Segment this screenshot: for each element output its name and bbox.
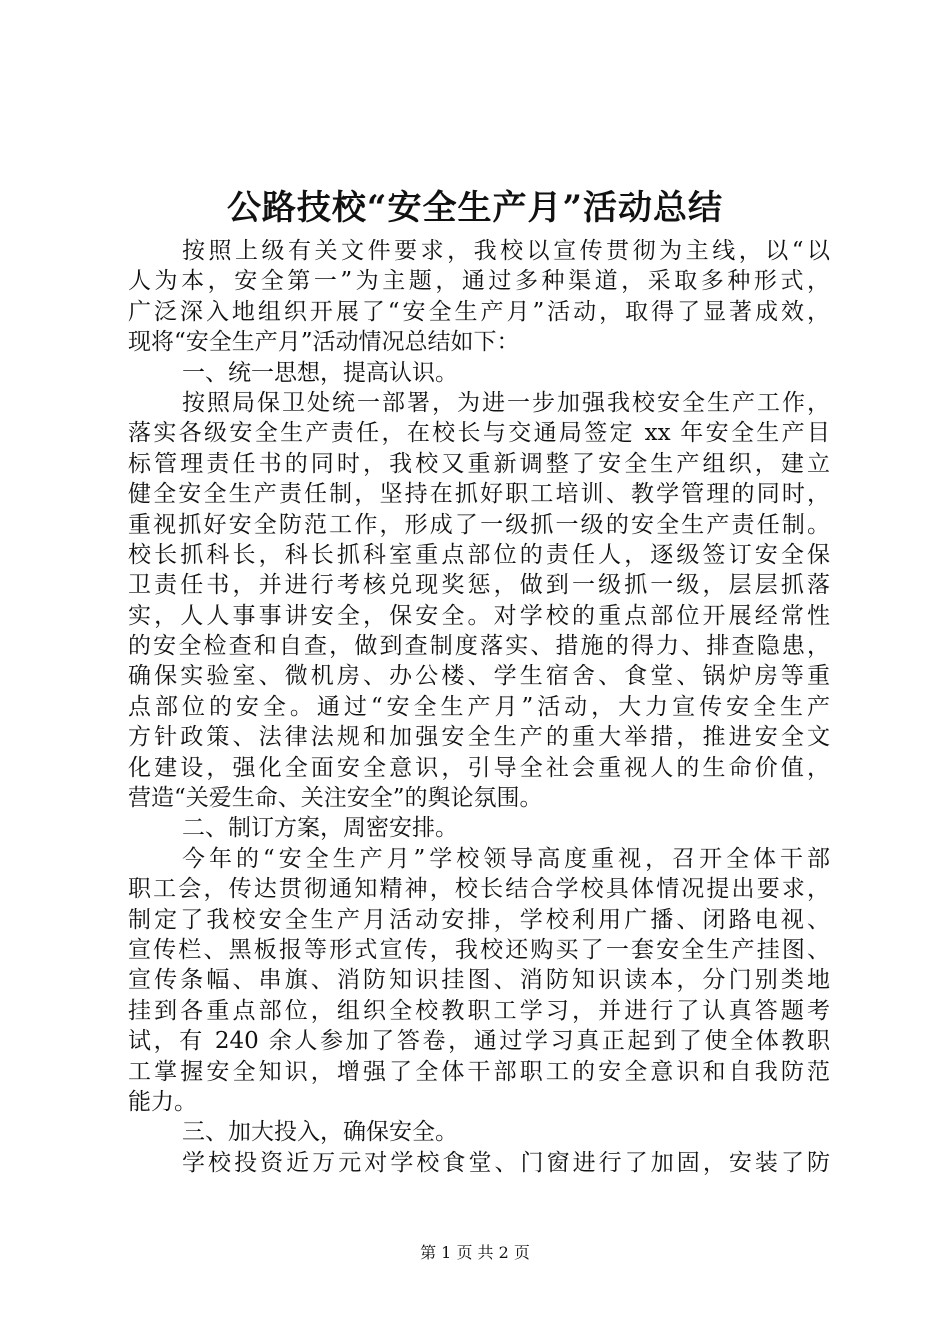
paragraph-line: 人为本，安全第一”为主题，通过多种渠道，采取多种形式， [128, 268, 830, 295]
paragraph-line: 的安全检查和自查，做到查制度落实、措施的得力、排查隐患， [128, 633, 830, 660]
paragraph-line: 重视抓好安全防范工作，形成了一级抓一级的安全生产责任制。 [128, 511, 830, 538]
paragraph-line: 校长抓科长，科长抓科室重点部位的责任人，逐级签订安全保 [128, 541, 830, 568]
section-heading: 一、统一思想，提高认识。 [182, 359, 458, 386]
document-body [128, 236, 830, 1178]
paragraph-line: 制定了我校安全生产月活动安排，学校利用广播、闭路电视、 [128, 906, 830, 933]
paragraph-line: 职工会，传达贯彻通知精神，校长结合学校具体情况提出要求， [128, 876, 830, 903]
paragraph-line: 能力。 [128, 1088, 197, 1115]
section-heading: 二、制订方案，周密安排。 [182, 815, 458, 842]
paragraph-line: 宣传条幅、串旗、消防知识挂图、消防知识读本，分门别类地 [128, 967, 830, 994]
section-heading: 三、加大投入，确保安全。 [182, 1119, 458, 1146]
document-title: 公路技校“安全生产月”活动总结 [226, 188, 724, 228]
paragraph-line: 工掌握安全知识，增强了全体干部职工的安全意识和自我防范 [128, 1058, 830, 1085]
paragraph-line: 点部位的安全。通过“安全生产月”活动，大力宣传安全生产 [128, 693, 830, 720]
paragraph-line: 卫责任书，并进行考核兑现奖惩，做到一级抓一级，层层抓落 [128, 572, 830, 599]
paragraph-line: 广泛深入地组织开展了“安全生产月”活动，取得了显著成效， [128, 298, 830, 325]
paragraph-line: 营造“关爱生命、关注安全”的舆论氛围。 [128, 785, 543, 812]
paragraph-line: 化建设，强化全面安全意识，引导全社会重视人的生命价值， [128, 754, 830, 781]
page-footer: 第 1 页 共 2 页 [420, 1243, 530, 1262]
paragraph-line: 学校投资近万元对学校食堂、门窗进行了加固，安装了防 [182, 1149, 830, 1176]
paragraph-line: 按照上级有关文件要求，我校以宣传贯彻为主线，以“以 [182, 238, 830, 264]
paragraph-line: 按照局保卫处统一部署，为进一步加强我校安全生产工作， [182, 389, 830, 416]
paragraph-line: 方针政策、法律法规和加强安全生产的重大举措，推进安全文 [128, 724, 830, 751]
paragraph-line: 健全安全生产责任制，坚持在抓好职工培训、教学管理的同时， [128, 481, 830, 508]
paragraph-line: 挂到各重点部位，组织全校教职工学习，并进行了认真答题考 [128, 997, 830, 1024]
paragraph-line: 实，人人事事讲安全，保安全。对学校的重点部位开展经常性 [128, 602, 830, 629]
paragraph-line: 确保实验室、微机房、办公楼、学生宿舍、食堂、锅炉房等重 [128, 663, 830, 690]
paragraph-line: 标管理责任书的同时，我校又重新调整了安全生产组织，建立 [128, 450, 830, 477]
paragraph-line: 现将“安全生产月”活动情况总结如下： [128, 329, 520, 356]
paragraph-line: 宣传栏、黑板报等形式宣传，我校还购买了一套安全生产挂图、 [128, 936, 830, 963]
paragraph-line: 试，有 240 余人参加了答卷，通过学习真正起到了使全体教职 [128, 1028, 830, 1055]
paragraph-line: 落实各级安全生产责任，在校长与交通局签定 xx 年安全生产目 [128, 420, 830, 447]
paragraph-line: 今年的“安全生产月”学校领导高度重视，召开全体干部 [182, 845, 830, 872]
